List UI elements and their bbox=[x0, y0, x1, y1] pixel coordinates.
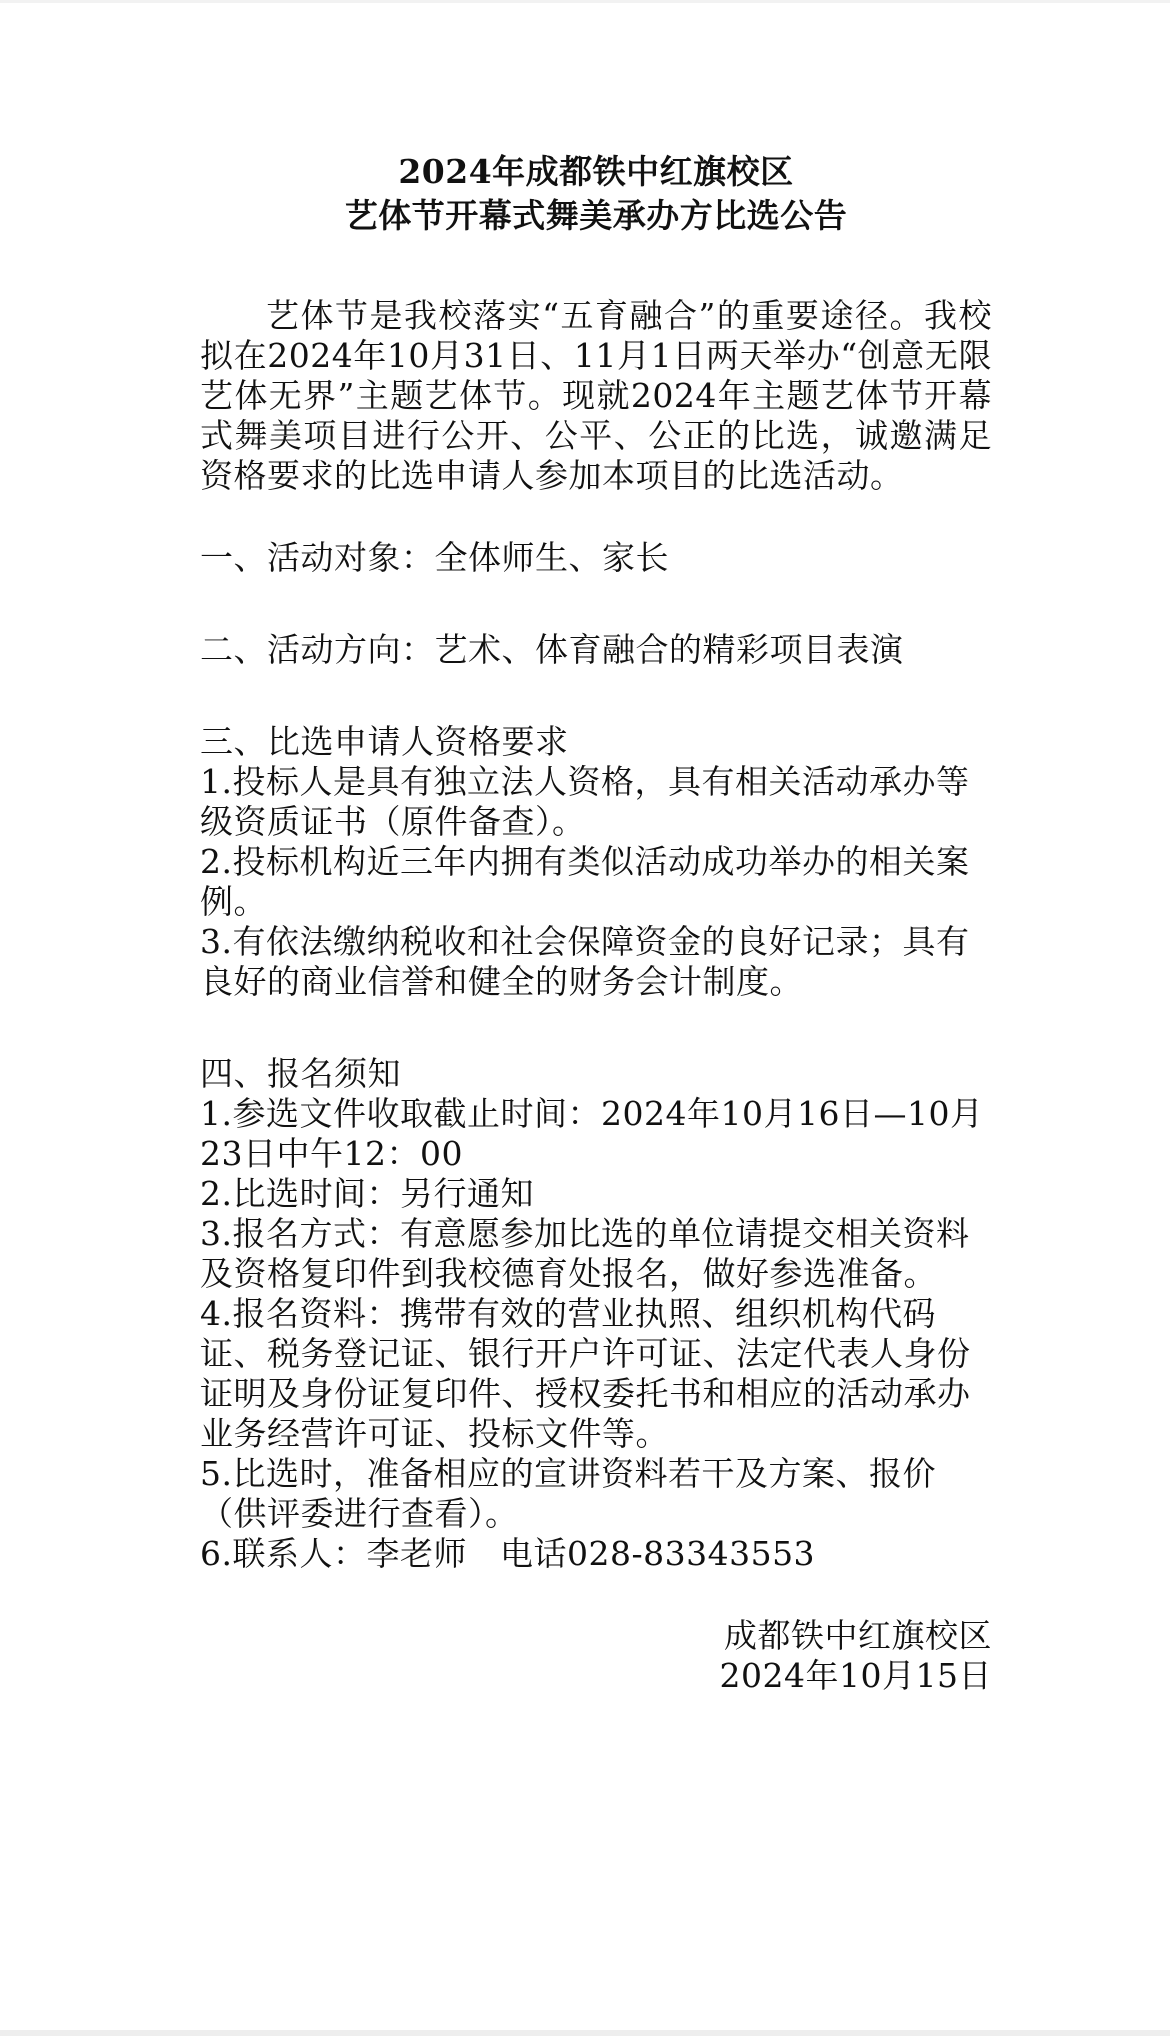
bottom-divider bbox=[0, 2030, 1170, 2036]
title-line-2: 艺体节开幕式舞美承办方比选公告 bbox=[344, 196, 848, 235]
registration-item: 5.比选时，准备相应的宣讲资料若干及方案、报价（供评委进行查看）。 bbox=[200, 1454, 936, 1533]
section-1-audience: 一、活动对象：全体师生、家长 bbox=[200, 538, 669, 577]
section-4-registration bbox=[200, 1054, 992, 1574]
title-line-1: 2024年成都铁中红旗校区 bbox=[398, 152, 794, 191]
section-2-direction: 二、活动方向：艺术、体育融合的精彩项目表演 bbox=[200, 630, 904, 669]
qualification-item: 1.投标人是具有独立法人资格，具有相关活动承办等级资质证书（原件备查）。 bbox=[200, 762, 970, 841]
notice-document bbox=[200, 150, 992, 1696]
contact-item: 6.联系人：李老师 电话028-83343553 bbox=[200, 1534, 816, 1573]
section-3-qualifications bbox=[200, 722, 992, 1002]
top-divider bbox=[0, 0, 1170, 3]
signature-date: 2024年10月15日 bbox=[719, 1656, 992, 1695]
qualification-item: 3.有依法缴纳税收和社会保障资金的良好记录；具有良好的商业信誉和健全的财务会计制度。 bbox=[200, 922, 970, 1001]
registration-item: 2.比选时间：另行通知 bbox=[200, 1174, 534, 1213]
signature-block bbox=[200, 1616, 992, 1696]
intro-paragraph: 艺体节是我校落实“五育融合”的重要途径。我校拟在2024年10月31日、11月1日两天举办“创意无限 艺体无界”主题艺体节。现就2024年主题艺体节开幕式舞美项目进行公开、公平、公正的比选，诚邀满足资格要求的比选申请人参加本项目的比选活动。 bbox=[200, 296, 992, 495]
qualification-item: 2.投标机构近三年内拥有类似活动成功举办的相关案例。 bbox=[200, 842, 970, 921]
signature-org: 成都铁中红旗校区 bbox=[724, 1616, 992, 1655]
registration-item: 4.报名资料：携带有效的营业执照、组织机构代码证、税务登记证、银行开户许可证、法定代表人身份证明及身份证复印件、授权委托书和相应的活动承办业务经营许可证、投标文件等。 bbox=[200, 1294, 971, 1453]
section-3-heading: 三、比选申请人资格要求 bbox=[200, 722, 569, 761]
registration-item: 3.报名方式：有意愿参加比选的单位请提交相关资料及资格复印件到我校德育处报名，做好参选准备。 bbox=[200, 1214, 970, 1293]
registration-item: 1.参选文件收取截止时间：2024年10月16日—10月23日中午12：00 bbox=[200, 1094, 984, 1173]
notice-title bbox=[200, 150, 992, 238]
section-4-heading: 四、报名须知 bbox=[200, 1054, 401, 1093]
